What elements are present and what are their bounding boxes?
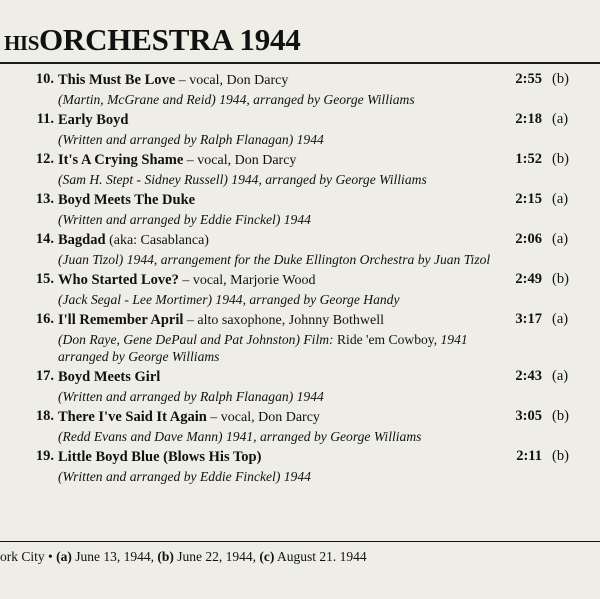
track-subline <box>58 428 578 445</box>
page-title <box>4 22 301 58</box>
track-row <box>0 110 600 148</box>
track-main-line <box>0 70 600 91</box>
track-title: Boyd Meets Girl <box>58 369 161 385</box>
track-duration: 2:18 <box>515 111 542 127</box>
track-title-wrap <box>58 191 492 209</box>
track-row <box>0 310 600 365</box>
track-subline-continued <box>58 348 578 365</box>
track-main-line <box>0 447 600 468</box>
track-session-code: (b) <box>552 448 569 464</box>
footer-divider <box>0 541 600 542</box>
track-subline <box>58 388 578 405</box>
track-composer-line: (Martin, McGrane and Reid) 1944, arranged by George Williams <box>58 92 415 107</box>
track-main-line <box>0 270 600 291</box>
track-duration: 2:11 <box>516 448 542 464</box>
track-title-wrap <box>58 368 492 386</box>
track-main-line <box>0 110 600 131</box>
track-subline <box>58 171 578 188</box>
track-session-code: (a) <box>552 311 569 327</box>
track-credit: – vocal, Don Darcy <box>183 153 297 168</box>
track-number: 18. <box>35 408 54 424</box>
track-composer-line: (Written and arranged by Ralph Flanagan) 1944 <box>58 389 324 404</box>
track-row <box>0 190 600 228</box>
track-title: There I've Said It Again <box>58 409 207 425</box>
track-title: Early Boyd <box>58 112 129 128</box>
track-number: 10. <box>35 71 54 87</box>
track-number: 19. <box>35 448 54 464</box>
track-title-wrap <box>58 448 492 466</box>
track-arranger-line: arranged by George Williams <box>58 349 220 364</box>
track-row <box>0 367 600 405</box>
track-credit: – vocal, Don Darcy <box>206 410 320 425</box>
track-title-wrap <box>58 271 492 289</box>
track-row <box>0 230 600 268</box>
track-composer-line: (Written and arranged by Ralph Flanagan) 1944 <box>58 132 324 147</box>
footer-line <box>0 549 367 565</box>
track-composer-line: (Redd Evans and Dave Mann) 1941, arranged by George Williams <box>58 429 422 444</box>
session-b-date: June 22, 1944, <box>173 549 260 564</box>
track-credit: – vocal, Marjorie Wood <box>178 273 316 288</box>
track-duration: 1:52 <box>515 151 542 167</box>
page-header <box>0 22 600 64</box>
track-title: Boyd Meets The Duke <box>58 192 196 208</box>
track-film-title: Ride 'em Cowboy, <box>336 332 438 347</box>
track-number: 16. <box>35 311 54 327</box>
session-a-label: (a) <box>56 549 72 564</box>
track-title: This Must Be Love <box>58 72 176 88</box>
track-row <box>0 150 600 188</box>
track-duration: 3:05 <box>515 408 542 424</box>
track-film-year: 1941 <box>437 332 468 347</box>
track-duration: 2:55 <box>515 71 542 87</box>
track-title-wrap <box>58 231 492 249</box>
track-main-line <box>0 230 600 251</box>
track-composer-line: (Sam H. Stept - Sidney Russell) 1944, arranged by George Williams <box>58 172 427 187</box>
page-title-main: ORCHESTRA 1944 <box>39 22 301 57</box>
track-subline <box>58 251 578 268</box>
track-title-wrap <box>58 71 492 89</box>
track-subline <box>58 468 578 485</box>
track-subline <box>58 211 578 228</box>
track-row <box>0 70 600 108</box>
track-duration: 2:06 <box>515 231 542 247</box>
track-title: Little Boyd Blue (Blows His Top) <box>58 449 262 465</box>
track-main-line <box>0 310 600 331</box>
track-duration: 3:17 <box>515 311 542 327</box>
track-duration: 2:49 <box>515 271 542 287</box>
track-session-code: (a) <box>552 191 569 207</box>
track-title-wrap <box>58 151 492 169</box>
track-number: 12. <box>35 151 54 167</box>
track-number: 13. <box>35 191 54 207</box>
track-title: It's A Crying Shame <box>58 152 184 168</box>
session-b-label: (b) <box>157 549 174 564</box>
track-composer-line: (Written and arranged by Eddie Finckel) 1944 <box>58 469 311 484</box>
header-divider <box>0 62 600 64</box>
track-number: 15. <box>35 271 54 287</box>
track-subline <box>58 331 578 348</box>
track-number: 14. <box>35 231 54 247</box>
track-subline <box>58 291 578 308</box>
track-credit: – vocal, Don Darcy <box>175 73 289 88</box>
track-main-line <box>0 367 600 388</box>
track-credit: (aka: Casablanca) <box>105 233 209 248</box>
session-c-label: (c) <box>259 549 275 564</box>
track-composer-line: (Jack Segal - Lee Mortimer) 1944, arranged by George Handy <box>58 292 400 307</box>
track-number: 11. <box>36 111 54 127</box>
track-number: 17. <box>35 368 54 384</box>
track-session-code: (b) <box>552 71 569 87</box>
track-title-wrap <box>58 408 492 426</box>
track-session-code: (a) <box>552 111 569 127</box>
footer-location: ork City • <box>0 549 57 564</box>
track-main-line <box>0 190 600 211</box>
track-subline <box>58 91 578 108</box>
track-session-code: (b) <box>552 271 569 287</box>
track-duration: 2:43 <box>515 368 542 384</box>
page-title-prefix: HIS <box>4 31 39 55</box>
track-title-wrap <box>58 311 492 329</box>
track-session-code: (b) <box>552 408 569 424</box>
track-subline <box>58 131 578 148</box>
track-session-code: (b) <box>552 151 569 167</box>
recording-session-footer <box>0 549 600 569</box>
track-title: I'll Remember April <box>58 312 184 328</box>
session-c-date: August 21. 1944 <box>274 549 367 564</box>
track-title: Bagdad <box>58 232 106 248</box>
track-title: Who Started Love? <box>58 272 179 288</box>
track-row <box>0 407 600 445</box>
track-list <box>0 70 600 487</box>
track-main-line <box>0 150 600 171</box>
track-title-wrap <box>58 111 492 129</box>
track-composer-line: (Written and arranged by Eddie Finckel) 1944 <box>58 212 311 227</box>
track-credit: – alto saxophone, Johnny Bothwell <box>183 313 385 328</box>
track-row <box>0 447 600 485</box>
track-composer-line: (Juan Tizol) 1944, arrangement for the Duke Ellington Orchestra by Juan Tizol <box>58 252 491 267</box>
track-composer-line: (Don Raye, Gene DePaul and Pat Johnston) Film: <box>58 332 337 347</box>
track-row <box>0 270 600 308</box>
track-duration: 2:15 <box>515 191 542 207</box>
track-session-code: (a) <box>552 231 569 247</box>
session-a-date: June 13, 1944, <box>71 549 158 564</box>
track-session-code: (a) <box>552 368 569 384</box>
track-main-line <box>0 407 600 428</box>
